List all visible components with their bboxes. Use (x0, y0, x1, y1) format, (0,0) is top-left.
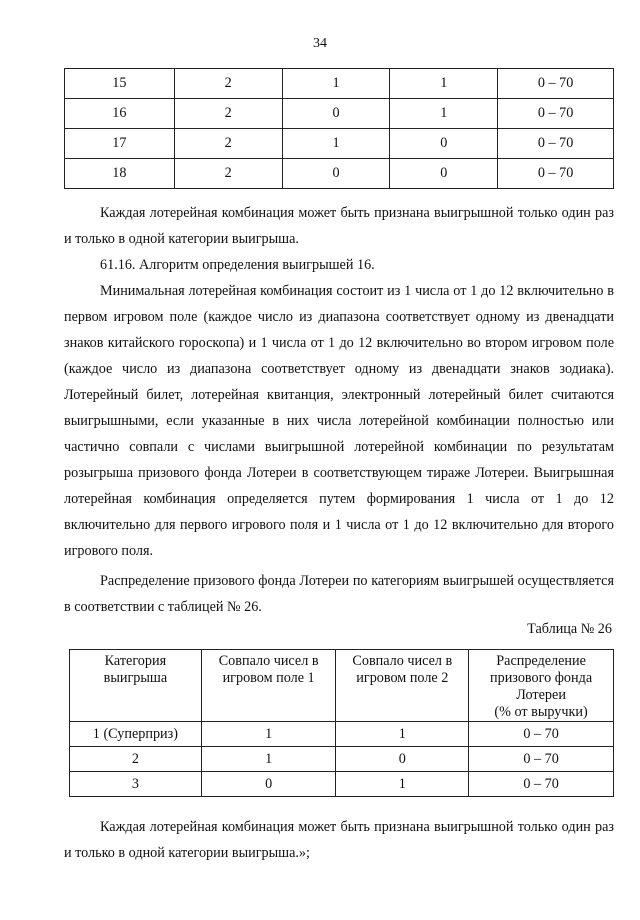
table-row (70, 747, 614, 772)
header-line: (% от выручки) (494, 704, 588, 720)
table-cell: 17 (65, 129, 175, 159)
table-cell: 2 (174, 129, 282, 159)
table-cell: 0 (282, 159, 390, 189)
table-cell: 0 (390, 129, 498, 159)
table-cell: 0 – 70 (498, 69, 614, 99)
paragraph-algorithm-description: Минимальная лотерейная комбинация состоит из 1 числа от 1 до 12 включительно в первом игровом поле (каждое число из диапазона соответствует одному из двенадцати знаков китайского гороскопа) и 1 числа от 1 до 12 включительно во втором игровом поле (каждое число из диапазона соответствует одному из двенадцати знаков зодиака). Лотерейный билет, лотерейная квитанция, электронный лотерейный билет считаются выигрышными, если указанные в них числа лотерейной комбинации полностью или частично совпали с числами выигрышной лотерейной комбинации по результатам розыгрыша призового фонда Лотереи в соответствующем тираже Лотереи. Выигрышная лотерейная комбинация определяется путем формирования 1 числа от 1 до 12 включительно для первого игрового поля и 1 числа от 1 до 12 включительно для второго игрового поля. (64, 283, 614, 559)
table-row (65, 129, 614, 159)
table-row (65, 159, 614, 189)
header-line: призового фонда (490, 670, 593, 686)
table-cell: 1 (282, 129, 390, 159)
header-category (70, 650, 202, 722)
table-header-row (70, 650, 614, 722)
header-line: Совпало чисел в (218, 653, 319, 669)
table-cell: 0 (336, 747, 469, 772)
header-line: Категория (104, 653, 167, 669)
table-cell: 0 – 70 (498, 159, 614, 189)
table-row (70, 722, 614, 747)
header-line: Совпало чисел в (352, 653, 453, 669)
header-field-1-matches (201, 650, 336, 722)
lottery-table-continued (64, 68, 614, 189)
table-row (65, 69, 614, 99)
table-cell: 1 (336, 772, 469, 797)
table-cell: 1 (390, 69, 498, 99)
section-heading: 61.16. Алгоритм определения выигрышей 16. (100, 257, 375, 273)
table-cell: 16 (65, 99, 175, 129)
table-caption: Таблица № 26 (527, 621, 612, 637)
table-cell: 2 (174, 99, 282, 129)
header-prize-distribution (469, 650, 614, 722)
header-line: Распределение (496, 653, 586, 669)
header-line: Лотереи (516, 687, 566, 703)
table-cell: 2 (70, 747, 202, 772)
table-cell: 0 (201, 772, 336, 797)
table-cell: 2 (174, 69, 282, 99)
paragraph-single-win-rule-closing: Каждая лотерейная комбинация может быть признана выигрышной только один раз и только в одной категории выигрыша.»; (64, 819, 614, 861)
table-cell: 2 (174, 159, 282, 189)
table-cell: 1 (282, 69, 390, 99)
table-cell: 0 – 70 (498, 99, 614, 129)
header-line: игровом поле 2 (356, 670, 449, 686)
table-cell: 0 – 70 (469, 772, 614, 797)
paragraph-single-win-rule: Каждая лотерейная комбинация может быть признана выигрышной только один раз и только в одной категории выигрыша. (64, 205, 614, 247)
header-field-2-matches (336, 650, 469, 722)
table-cell: 18 (65, 159, 175, 189)
table-row (70, 772, 614, 797)
paragraph-prize-distribution: Распределение призового фонда Лотереи по категориям выигрышей осуществляется в соответствии с таблицей № 26. (64, 573, 614, 615)
table-cell: 1 (201, 747, 336, 772)
page-number: 34 (313, 36, 327, 51)
header-line: игровом поле 1 (222, 670, 315, 686)
table-cell: 0 (282, 99, 390, 129)
table-cell: 1 (201, 722, 336, 747)
table-cell: 1 (Суперприз) (70, 722, 202, 747)
table-26 (69, 649, 614, 797)
table-cell: 0 – 70 (469, 747, 614, 772)
table-cell: 15 (65, 69, 175, 99)
table-cell: 0 (390, 159, 498, 189)
header-line: выигрыша (103, 670, 168, 686)
table-cell: 3 (70, 772, 202, 797)
table-cell: 1 (390, 99, 498, 129)
table-cell: 1 (336, 722, 469, 747)
table-cell: 0 – 70 (469, 722, 614, 747)
table-row (65, 99, 614, 129)
table-cell: 0 – 70 (498, 129, 614, 159)
